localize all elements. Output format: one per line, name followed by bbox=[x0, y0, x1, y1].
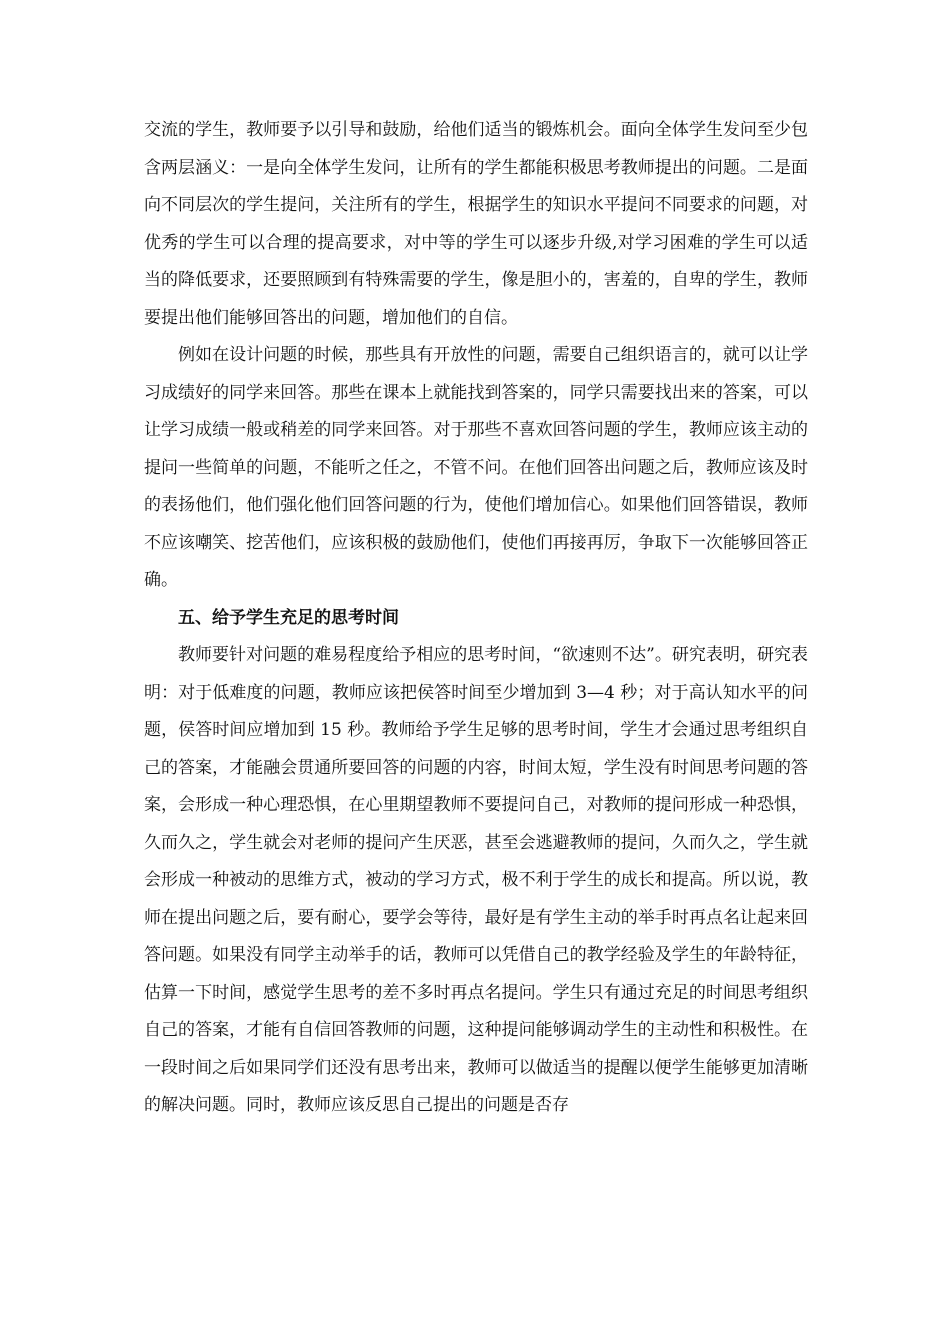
paragraph-thinking-time: 教师要针对问题的难易程度给予相应的思考时间，“欲速则不达”。研究表明，研究表明：对于低难度的问题，教师应该把侯答时间至少增加到 3—4 秒；对于高认知水平的问题，侯答时间应增加到 15 秒。教师给予学生足够的思考时间，学生才会通过思考组织自己的答案，才能融会贯通所要回答的问题的内容，时间太短，学生没有时间思考问题的答案，会形成一种心理恐惧，在心里期望教师不要提问自己，对教师的提问形成一种恐惧，久而久之，学生就会对老师的提问产生厌恶，甚至会逃避教师的提问，久而久之，学生就会形成一种被动的思维方式，被动的学习方式，极不利于学生的成长和提高。所以说，教师在提出问题之后，要有耐心，要学会等待，最好是有学生主动的举手时再点名让起来回答问题。如果没有同学主动举手的话，教师可以凭借自己的教学经验及学生的年龄特征，估算一下时间，感觉学生思考的差不多时再点名提问。学生只有通过充足的时间思考组织自己的答案，才能有自信回答教师的问题，这种提问能够调动学生的主动性和积极性。在一段时间之后如果同学们还没有思考出来，教师可以做适当的提醒以便学生能够更加清晰的解决问题。同时，教师应该反思自己提出的问题是否存 bbox=[144, 645, 808, 1115]
paragraph-continuation: 交流的学生，教师要予以引导和鼓励，给他们适当的锻炼机会。面向全体学生发问至少包含两层涵义：一是向全体学生发问，让所有的学生都能积极思考教师提出的问题。二是面向不同层次的学生提问，关注所有的学生，根据学生的知识水平提问不同要求的问题，对优秀的学生可以合理的提高要求，对中等的学生可以逐步升级,对学习困难的学生可以适当的降低要求，还要照顾到有特殊需要的学生，像是胆小的，害羞的，自卑的学生，教师要提出他们能够回答出的问题，增加他们的自信。 bbox=[144, 120, 808, 328]
document-page bbox=[144, 112, 808, 1125]
paragraph-example: 例如在设计问题的时候，那些具有开放性的问题，需要自己组织语言的，就可以让学习成绩好的同学来回答。那些在课本上就能找到答案的，同学只需要找出来的答案，可以让学习成绩一般或稍差的同学来回答。对于那些不喜欢回答问题的学生，教师应该主动的提问一些简单的问题，不能听之任之，不管不问。在他们回答出问题之后，教师应该及时的表扬他们，他们强化他们回答问题的行为，使他们增加信心。如果他们回答错误，教师不应该嘲笑、挖苦他们，应该积极的鼓励他们，使他们再接再厉，争取下一次能够回答正确。 bbox=[144, 345, 808, 590]
section-heading: 五、给予学生充足的思考时间 bbox=[178, 607, 399, 628]
